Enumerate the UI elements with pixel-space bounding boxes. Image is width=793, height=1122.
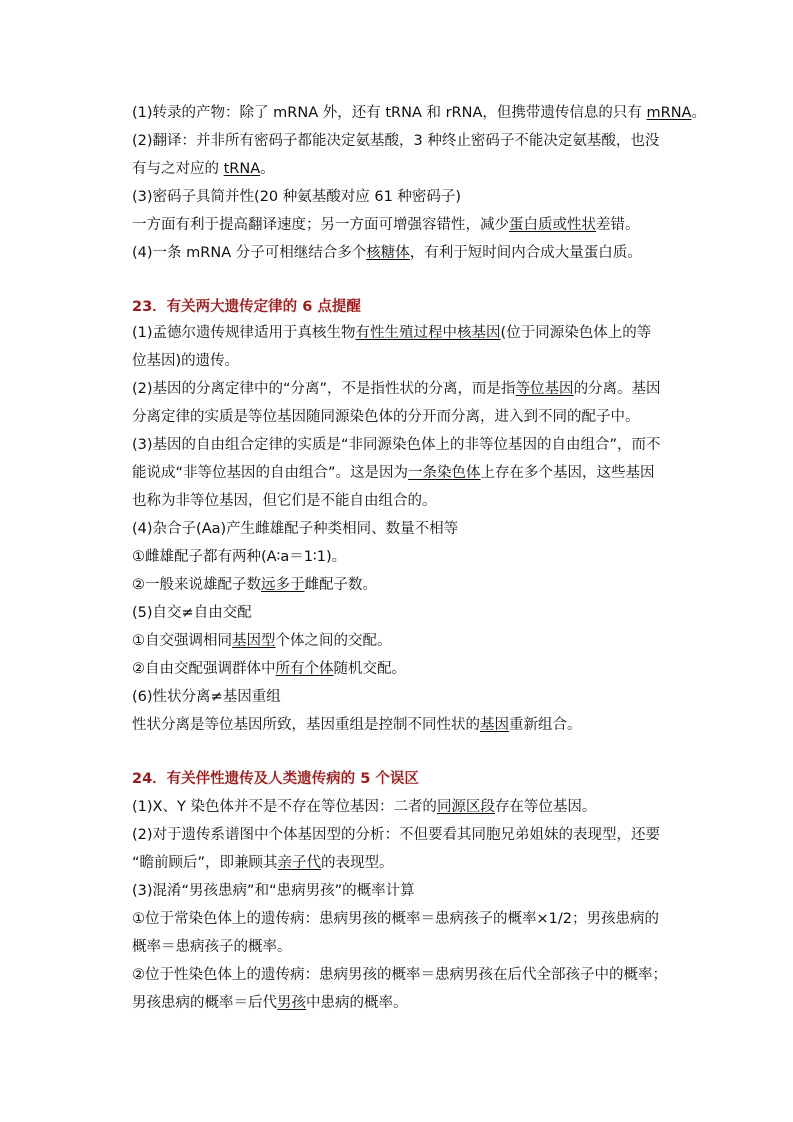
text-segment: 的分离。基因 bbox=[573, 381, 661, 397]
text-line bbox=[132, 881, 415, 901]
text-line bbox=[132, 379, 661, 399]
text-segment: (1)孟德尔遗传规律适用于真核生物 bbox=[132, 325, 356, 341]
text-segment: “瞻前顾后”，即兼顾其 bbox=[132, 855, 278, 871]
text-segment: (6)性状分离≠基因重组 bbox=[132, 689, 281, 705]
text-segment: (4)杂合子(Aa)产生雌雄配子种类相同、数量不相等 bbox=[132, 521, 459, 537]
text-segment: ①位于常染色体上的遗传病：患病男孩的概率＝患病孩子的概率×1/2；男孩患病的 bbox=[132, 911, 659, 927]
text-segment: 的表现型。 bbox=[321, 855, 394, 871]
text-line bbox=[132, 715, 582, 735]
underlined-term: 一条染色体 bbox=[408, 465, 481, 481]
underlined-term: 蛋白质或性状 bbox=[509, 217, 596, 233]
text-line bbox=[132, 519, 458, 539]
text-segment: 重新组合。 bbox=[509, 717, 582, 733]
text-segment: (2)对于遗传系谱图中个体基因型的分析：不但要看其同胞兄弟姐妹的表现型，还要 bbox=[132, 827, 661, 843]
section-heading bbox=[132, 297, 361, 317]
text-line bbox=[132, 937, 292, 957]
text-segment: (1)X、Y 染色体并不是不存在等位基因：二者的 bbox=[132, 799, 437, 815]
text-line bbox=[132, 159, 275, 179]
text-segment: 差错。 bbox=[596, 217, 640, 233]
text-segment: 男孩患病的概率＝后代 bbox=[132, 995, 277, 1011]
text-segment: (3)基因的自由组合定律的实质是“非同源染色体上的非等位基因的自由组合”，而不 bbox=[132, 437, 661, 453]
text-segment: ②一般来说雄配子数 bbox=[132, 577, 261, 593]
underlined-term: 等位基因 bbox=[515, 381, 574, 397]
text-segment: (3)混淆“男孩患病”和“患病男孩”的概率计算 bbox=[132, 883, 415, 899]
text-line bbox=[132, 491, 437, 511]
text-segment: 雌配子数。 bbox=[304, 577, 377, 593]
text-segment: 能说成“非等位基因的自由组合”。这是因为 bbox=[132, 465, 409, 481]
text-segment: 。 bbox=[260, 161, 275, 177]
text-line bbox=[132, 659, 406, 679]
text-line bbox=[132, 243, 642, 263]
text-line bbox=[132, 187, 461, 207]
text-line bbox=[132, 687, 281, 707]
underlined-term: 男孩 bbox=[277, 995, 306, 1011]
underlined-term: 基因 bbox=[480, 717, 509, 733]
text-segment: ②自由交配强调群体中 bbox=[132, 661, 276, 677]
text-line bbox=[132, 965, 667, 985]
text-segment: 概率＝患病孩子的概率。 bbox=[132, 939, 292, 955]
underlined-term: 核糖体 bbox=[366, 245, 410, 261]
text-segment: 中患病的概率。 bbox=[306, 995, 408, 1011]
text-segment: 位基因)的遗传。 bbox=[132, 353, 240, 369]
text-line bbox=[132, 131, 659, 151]
underlined-term: 远多于 bbox=[261, 577, 305, 593]
text-segment: 性状分离是等位基因所致，基因重组是控制不同性状的 bbox=[132, 717, 480, 733]
section-heading bbox=[132, 769, 419, 789]
text-line bbox=[132, 547, 346, 567]
text-segment: 分离定律的实质是等位基因随同源染色体的分开而分离，进入到不同的配子中。 bbox=[132, 409, 640, 425]
text-segment: 也称为非等位基因，但它们是不能自由组合的。 bbox=[132, 493, 437, 509]
text-line bbox=[132, 575, 377, 595]
text-line bbox=[132, 993, 408, 1013]
text-segment: 23．有关两大遗传定律的 6 点提醒 bbox=[132, 299, 361, 315]
text-segment: 上存在多个基因，这些基因 bbox=[480, 465, 655, 481]
text-segment: (位于同源染色体上的等 bbox=[500, 325, 652, 341]
text-segment: (2)基因的分离定律中的“分离”，不是指性状的分离，而是指 bbox=[132, 381, 516, 397]
text-segment: 。 bbox=[691, 105, 706, 121]
text-segment: 个体之间的交配。 bbox=[275, 633, 392, 649]
underlined-term: 亲子代 bbox=[277, 855, 322, 871]
underlined-term: tRNA bbox=[223, 161, 261, 177]
underlined-term: 有性生殖过程中核基因 bbox=[355, 325, 501, 341]
text-line bbox=[132, 215, 640, 235]
text-line bbox=[132, 407, 640, 427]
text-line bbox=[132, 853, 394, 873]
text-line bbox=[132, 351, 239, 371]
text-segment: (5)自交≠自由交配 bbox=[132, 605, 252, 621]
text-line bbox=[132, 631, 392, 651]
underlined-term: 同源区段 bbox=[436, 799, 495, 815]
text-segment: (2)翻译：并非所有密码子都能决定氨基酸，3 种终止密码子不能决定氨基酸，也没 bbox=[132, 133, 660, 149]
text-line bbox=[132, 435, 661, 455]
text-segment: (1)转录的产物：除了 mRNA 外，还有 tRNA 和 rRNA，但携带遗传信息的只有 bbox=[132, 105, 647, 121]
underlined-term: mRNA bbox=[646, 105, 692, 121]
text-line bbox=[132, 825, 660, 845]
text-segment: ②位于性染色体上的遗传病：患病男孩的概率＝患病男孩在后代全部孩子中的概率； bbox=[132, 967, 667, 983]
text-line bbox=[132, 103, 706, 123]
text-line bbox=[132, 463, 655, 483]
text-segment: ，有利于短时间内合成大量蛋白质。 bbox=[409, 245, 642, 261]
text-line bbox=[132, 909, 659, 929]
underlined-term: 所有个体 bbox=[275, 661, 334, 677]
text-segment: 存在等位基因。 bbox=[494, 799, 597, 815]
text-segment: 有与之对应的 bbox=[132, 161, 224, 177]
text-line bbox=[132, 323, 651, 343]
text-line bbox=[132, 797, 596, 817]
text-segment: ①雌雄配子都有两种(A∶a＝1∶1)。 bbox=[132, 549, 347, 565]
text-segment: 一方面有利于提高翻译速度；另一方面可增强容错性，减少 bbox=[132, 217, 509, 233]
text-segment: (3)密码子具简并性(20 种氨基酸对应 61 种密码子) bbox=[132, 189, 462, 205]
text-segment: 随机交配。 bbox=[333, 661, 406, 677]
text-segment: (4)一条 mRNA 分子可相继结合多个 bbox=[132, 245, 367, 261]
text-segment: ①自交强调相同 bbox=[132, 633, 232, 649]
text-segment: 24．有关伴性遗传及人类遗传病的 5 个误区 bbox=[132, 771, 419, 787]
text-line bbox=[132, 603, 252, 623]
underlined-term: 基因型 bbox=[232, 633, 276, 649]
